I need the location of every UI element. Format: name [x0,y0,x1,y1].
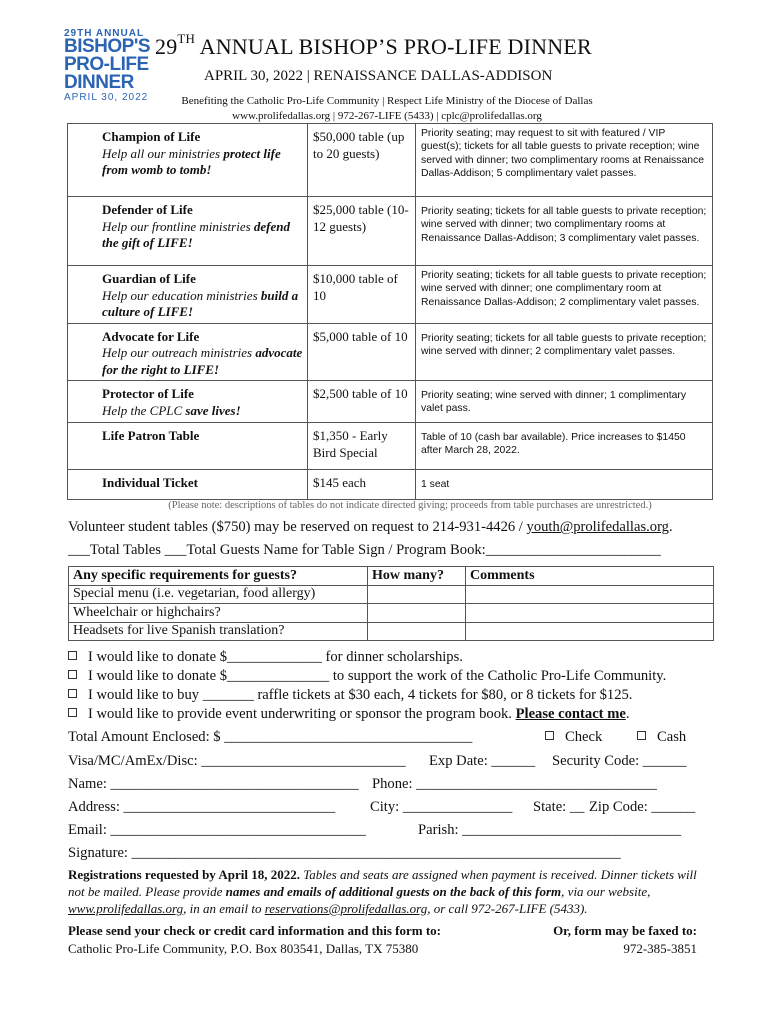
table-count-field[interactable]: ___Total Tables ___Total Guests Name for Table Sign / Program Book:________________________ [68,542,661,558]
donation-text: I would like to donate $_____________ for dinner scholarships. [88,649,463,665]
sponsor-desc-text: Help all our ministries [102,145,224,161]
sponsor-description [102,146,303,179]
sponsor-desc-text: Help our outreach ministries [102,345,256,360]
website-link[interactable]: www.prolifedallas.org [68,901,184,916]
sponsor-price: $25,000 table (10-12 guests) [308,197,416,266]
sponsor-benefits: Priority seating; wine served with dinner; 1 complimentary valet pass. [416,381,713,423]
state-field[interactable]: State: __ [533,799,585,815]
checkbox[interactable] [68,708,77,717]
registration-text: , or call 972-267-LIFE (5433). [427,901,588,916]
title-number: 29 [155,34,178,59]
sponsor-description [102,288,303,321]
sponsor-level: Defender of Life [102,202,193,217]
donation-text: I would like to buy _______ raffle tickets at $30 each, 4 tickets for $80, or 8 tickets for $125. [88,687,633,703]
sponsor-level: Advocate for Life [102,328,200,344]
sponsorship-table [67,123,713,500]
mailing-address: Catholic Pro-Life Community, P.O. Box 803541, Dallas, TX 75380 [68,941,419,956]
card-number-field[interactable]: Visa/MC/AmEx/Disc: ____________________________ [68,753,406,769]
address-field[interactable]: Address: _____________________________ [68,799,336,815]
sponsor-level-cell [68,266,308,324]
table-row [68,470,713,500]
sponsor-level-cell [68,323,308,381]
requirement-label: Special menu (i.e. vegetarian, food allergy) [69,585,368,604]
sponsor-level: Champion of Life [102,129,201,144]
check-option[interactable] [545,729,602,746]
email-field[interactable]: Email: ___________________________________ [68,822,366,838]
page-title [155,31,592,60]
sponsor-desc-emphasis: defend the gift of LIFE! [102,218,291,250]
zip-code-field[interactable]: Zip Code: ______ [589,799,696,815]
sponsor-price: $50,000 table (up to 20 guests) [308,124,416,197]
name-field[interactable]: Name: __________________________________ [68,776,359,792]
total-amount-field[interactable]: Total Amount Enclosed: $ __________________________________ [68,729,473,745]
sponsor-desc-text: Help the CPLC [102,402,186,418]
sponsor-level-cell [68,197,308,266]
benefit-line: Benefiting the Catholic Pro-Life Community | Respect Life Ministry of the Diocese of Dallas [181,95,593,107]
volunteer-text: Volunteer student tables ($750) may be reserved on request to 214-931-4426 / [68,519,527,535]
registration-deadline: Registrations requested by April 18, 2022. [68,867,300,882]
check-label: Check [565,729,603,745]
column-header: Any specific requirements for guests? [69,567,368,586]
title-superscript: TH [177,31,196,46]
sponsor-benefits: Priority seating; may request to sit with featured / VIP guest(s); tickets for all table guests to private reception; wine served with dinner; two complimentary rooms at Renaissance Dallas-Addison; 5 complimentary valet passes. [416,124,713,197]
table-row [68,266,713,324]
donation-text: I would like to provide event underwriting or sponsor the program book. [88,706,516,722]
sponsor-level: Guardian of Life [102,271,196,286]
comments-cell[interactable] [466,622,714,641]
how-many-cell[interactable] [368,604,466,623]
cash-option[interactable] [637,729,686,746]
sponsor-level: Life Patron Table [102,428,200,443]
signature-field[interactable]: Signature: ___________________________________________________________________ [68,845,621,861]
requirements-table [68,566,714,641]
column-header: How many? [368,567,466,586]
checkbox[interactable] [545,731,554,740]
how-many-cell[interactable] [368,585,466,604]
sponsor-benefits: 1 seat [416,470,713,500]
comments-cell[interactable] [466,585,714,604]
checkbox[interactable] [68,670,77,679]
sponsor-desc-emphasis: build a culture of LIFE! [102,287,299,319]
sponsor-level-cell [68,124,308,197]
table-row [68,323,713,381]
logo-line: BISHOP'S [64,36,151,57]
sponsor-price: $2,500 table of 10 [308,381,416,423]
table-row [69,585,714,604]
donation-option [68,668,666,685]
sponsor-desc-emphasis: protect life from womb to tomb! [102,145,281,177]
sponsor-level-cell [68,381,308,423]
sponsor-level-cell [68,423,308,470]
how-many-cell[interactable] [368,622,466,641]
youth-email-link[interactable]: youth@prolifedallas.org [526,519,669,535]
registration-notice [68,866,708,917]
registration-text: , in an email to [183,901,265,916]
logo-line: PRO-LIFE [64,54,149,75]
contact-line: www.prolifedallas.org | 972-267-LIFE (5433) | cplc@prolifedallas.org [232,110,542,122]
requirement-label: Headsets for live Spanish translation? [69,622,368,641]
column-header: Comments [466,567,714,586]
title-text: ANNUAL BISHOP’S PRO-LIFE DINNER [195,34,592,59]
sponsor-desc-text: Help our education ministries [102,287,261,303]
table-row [69,622,714,641]
comments-cell[interactable] [466,604,714,623]
sponsor-level: Individual Ticket [102,475,198,490]
page-subtitle: APRIL 30, 2022 | RENAISSANCE DALLAS-ADDISON [204,68,553,84]
sponsor-benefits: Table of 10 (cash bar available). Price increases to $1450 after March 28, 2022. [416,423,713,470]
parish-field[interactable]: Parish: ______________________________ [418,822,682,838]
fax-number: 972-385-3851 [623,941,697,956]
requirement-label: Wheelchair or highchairs? [69,604,368,623]
sponsor-price: $1,350 - Early Bird Special [308,423,416,470]
sponsor-desc-text: Help our frontline ministries [102,218,254,234]
registration-text: Tables and seats are assigned when payment is received. Dinner tickets will not be mailed. Please provide [68,867,697,899]
exp-date-field[interactable]: Exp Date: ______ [429,753,536,769]
checkbox[interactable] [637,731,646,740]
mailing-heading: Please send your check or credit card information and this form to: [68,923,441,938]
table-row [68,197,713,266]
sponsor-level-cell [68,470,308,500]
fax-heading: Or, form may be faxed to: [553,923,697,938]
registration-text: , via our website, [561,884,651,899]
registration-emphasis: names and emails of additional guests on the back of this form [225,884,562,899]
sponsor-benefits: Priority seating; tickets for all table guests to private reception; wine served with dinner; two complimentary rooms at Renaissance Dallas-Addison; 3 complimentary valet passes. [416,197,713,266]
sponsor-description [102,219,303,252]
volunteer-line [68,519,673,536]
table-row [69,604,714,623]
sponsor-level: Protector of Life [102,386,194,401]
reservations-email-link[interactable]: reservations@prolifedallas.org [264,901,428,916]
sponsor-description [102,345,303,378]
sponsor-benefits: Priority seating; tickets for all table guests to private reception; wine served with dinner; 2 complimentary valet passes. [416,323,713,381]
donation-option [68,687,632,704]
table-row [68,124,713,197]
phone-field[interactable]: Phone: _________________________________ [372,776,657,792]
donation-text: I would like to donate $______________ to support the work of the Catholic Pro-Life Community. [88,668,667,684]
sponsor-benefits: Priority seating; tickets for all table guests to private reception; wine served with dinner; one complimentary room at Renaissance Dallas-Addison; 2 complimentary valet passes. [416,266,713,324]
logo-line: APRIL 30, 2022 [64,92,149,103]
sponsor-description [102,403,303,420]
logo-line: DINNER [64,72,134,93]
table-note: (Please note: descriptions of tables do not indicate directed giving; proceeds from table purchases are unrestricted.) [168,500,652,511]
table-row [68,381,713,423]
cash-label: Cash [657,729,687,745]
sponsor-price: $145 each [308,470,416,500]
volunteer-end: . [668,519,673,535]
table-row [68,423,713,470]
checkbox[interactable] [68,689,77,698]
fax-instructions [553,922,697,958]
city-field[interactable]: City: _______________ [370,799,513,815]
sponsor-desc-emphasis: save lives! [185,402,241,418]
contact-me-link[interactable]: Please contact me [515,706,626,722]
mailing-instructions [68,922,441,958]
table-row [69,567,714,586]
checkbox[interactable] [68,651,77,660]
sponsor-desc-emphasis: advocate for the right to LIFE! [102,345,303,377]
sponsor-price: $10,000 table of 10 [308,266,416,324]
donation-option [68,706,629,723]
logo-line: 29TH ANNUAL [64,28,145,39]
sponsor-price: $5,000 table of 10 [308,323,416,381]
donation-option [68,649,463,666]
period: . [625,706,630,722]
security-code-field[interactable]: Security Code: ______ [552,753,687,769]
